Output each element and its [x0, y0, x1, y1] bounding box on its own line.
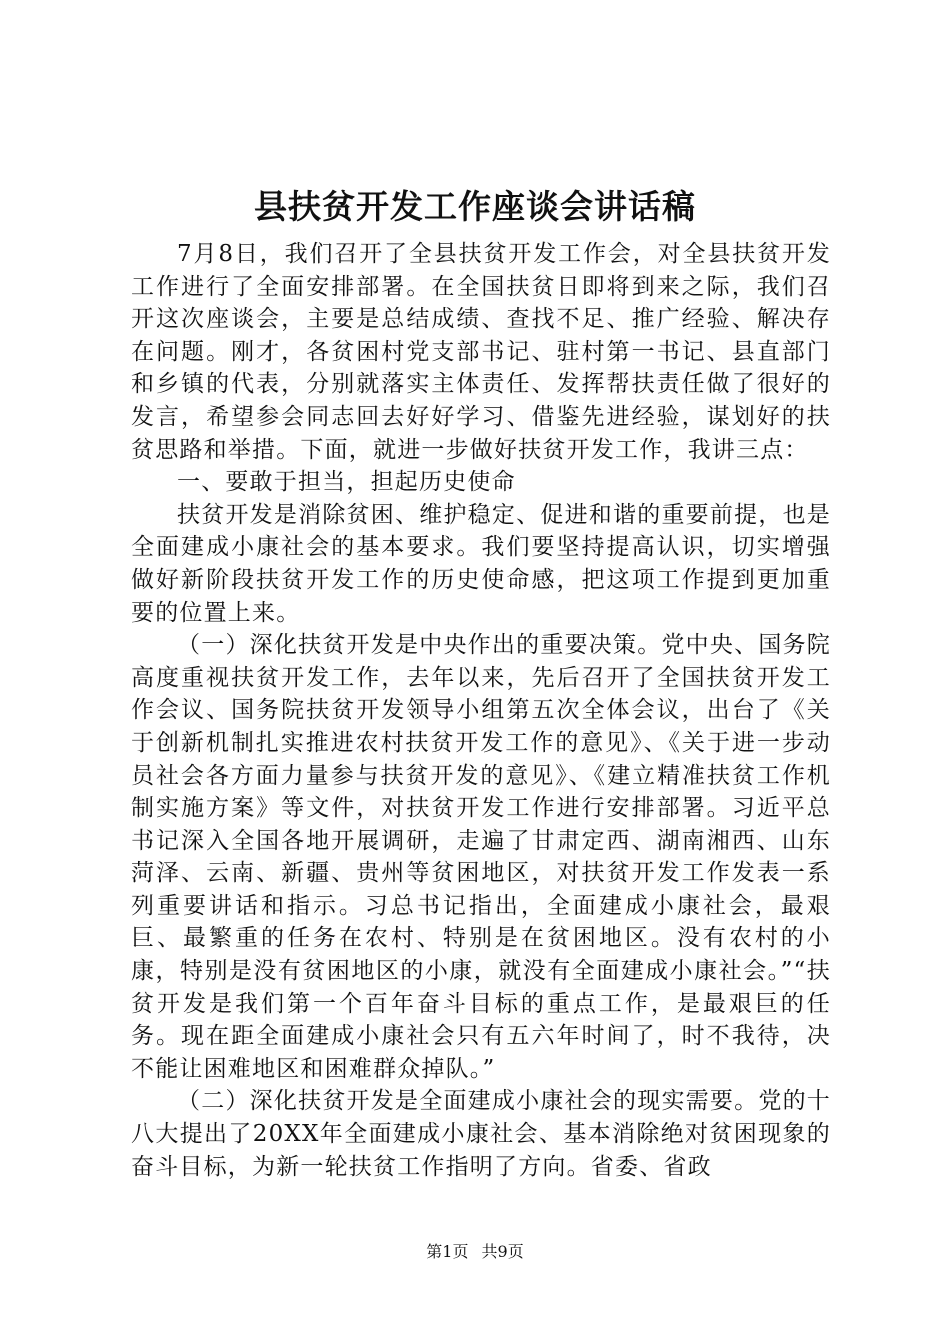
paragraph-subsection-1: （一）深化扶贫开发是中央作出的重要决策。党中央、国务院高度重视扶贫开发工作，去年以来，先后召开了全国扶贫开发工作会议、国务院扶贫开发领导小组第五次全体会议，出台了《关于创新机制扎实推进农村扶贫开发工作的意见》、《关于进一步动员社会各方面力量参与扶贫开发的意见》、《建立精准扶贫工作机制实施方案》等文件，对扶贫开发工作进行安排部署。习近平总书记深入全国各地开展调研，走遍了甘肃定西、湖南湘西、山东菏泽、云南、新疆、贵州等贫困地区，对扶贫开发工作发表一系列重要讲话和指示。习总书记指出，全面建成小康社会，最艰巨、最繁重的任务在农村、特别是在贫困地区。没有农村的小康，特别是没有贫困地区的小康，就没有全面建成小康社会。”“扶贫开发是我们第一个百年奋斗目标的重点工作，是最艰巨的任务。现在距全面建成小康社会只有五六年时间了，时不我待，决不能让困难地区和困难群众掉队。” [131, 632, 831, 1082]
paragraph-intro: 7月8日，我们召开了全县扶贫开发工作会，对全县扶贫开发工作进行了全面安排部署。在全国扶贫日即将到来之际，我们召开这次座谈会，主要是总结成绩、查找不足、推广经验、解决存在问题。刚才，各贫困村党支部书记、驻村第一书记、县直部门和乡镇的代表，分别就落实主体责任、发挥帮扶责任做了很好的发言，希望参会同志回去好好学习、借鉴先进经验，谋划好的扶贫思路和举措。下面，就进一步做好扶贫开发工作，我讲三点： [131, 241, 831, 463]
page-footer [0, 1240, 950, 1264]
page-number: 第1页 [426, 1242, 469, 1261]
document-title: 县扶贫开发工作座谈会讲话稿 [254, 187, 696, 226]
section-heading-1: 一、要敢于担当，担起历史使命 [177, 469, 516, 496]
document-body [131, 238, 831, 1183]
paragraph-section-1: 扶贫开发是消除贫困、维护稳定、促进和谐的重要前提，也是全面建成小康社会的基本要求。我们要坚持提高认识，切实增强做好新阶段扶贫开发工作的历史使命感，把这项工作提到更加重要的位置上来。 [131, 501, 831, 626]
paragraph-subsection-2: （二）深化扶贫开发是全面建成小康社会的现实需要。党的十八大提出了20XX年全面建成小康社会、基本消除绝对贫困现象的奋斗目标，为新一轮扶贫工作指明了方向。省委、省政 [131, 1088, 831, 1180]
page-total: 共9页 [481, 1242, 524, 1261]
